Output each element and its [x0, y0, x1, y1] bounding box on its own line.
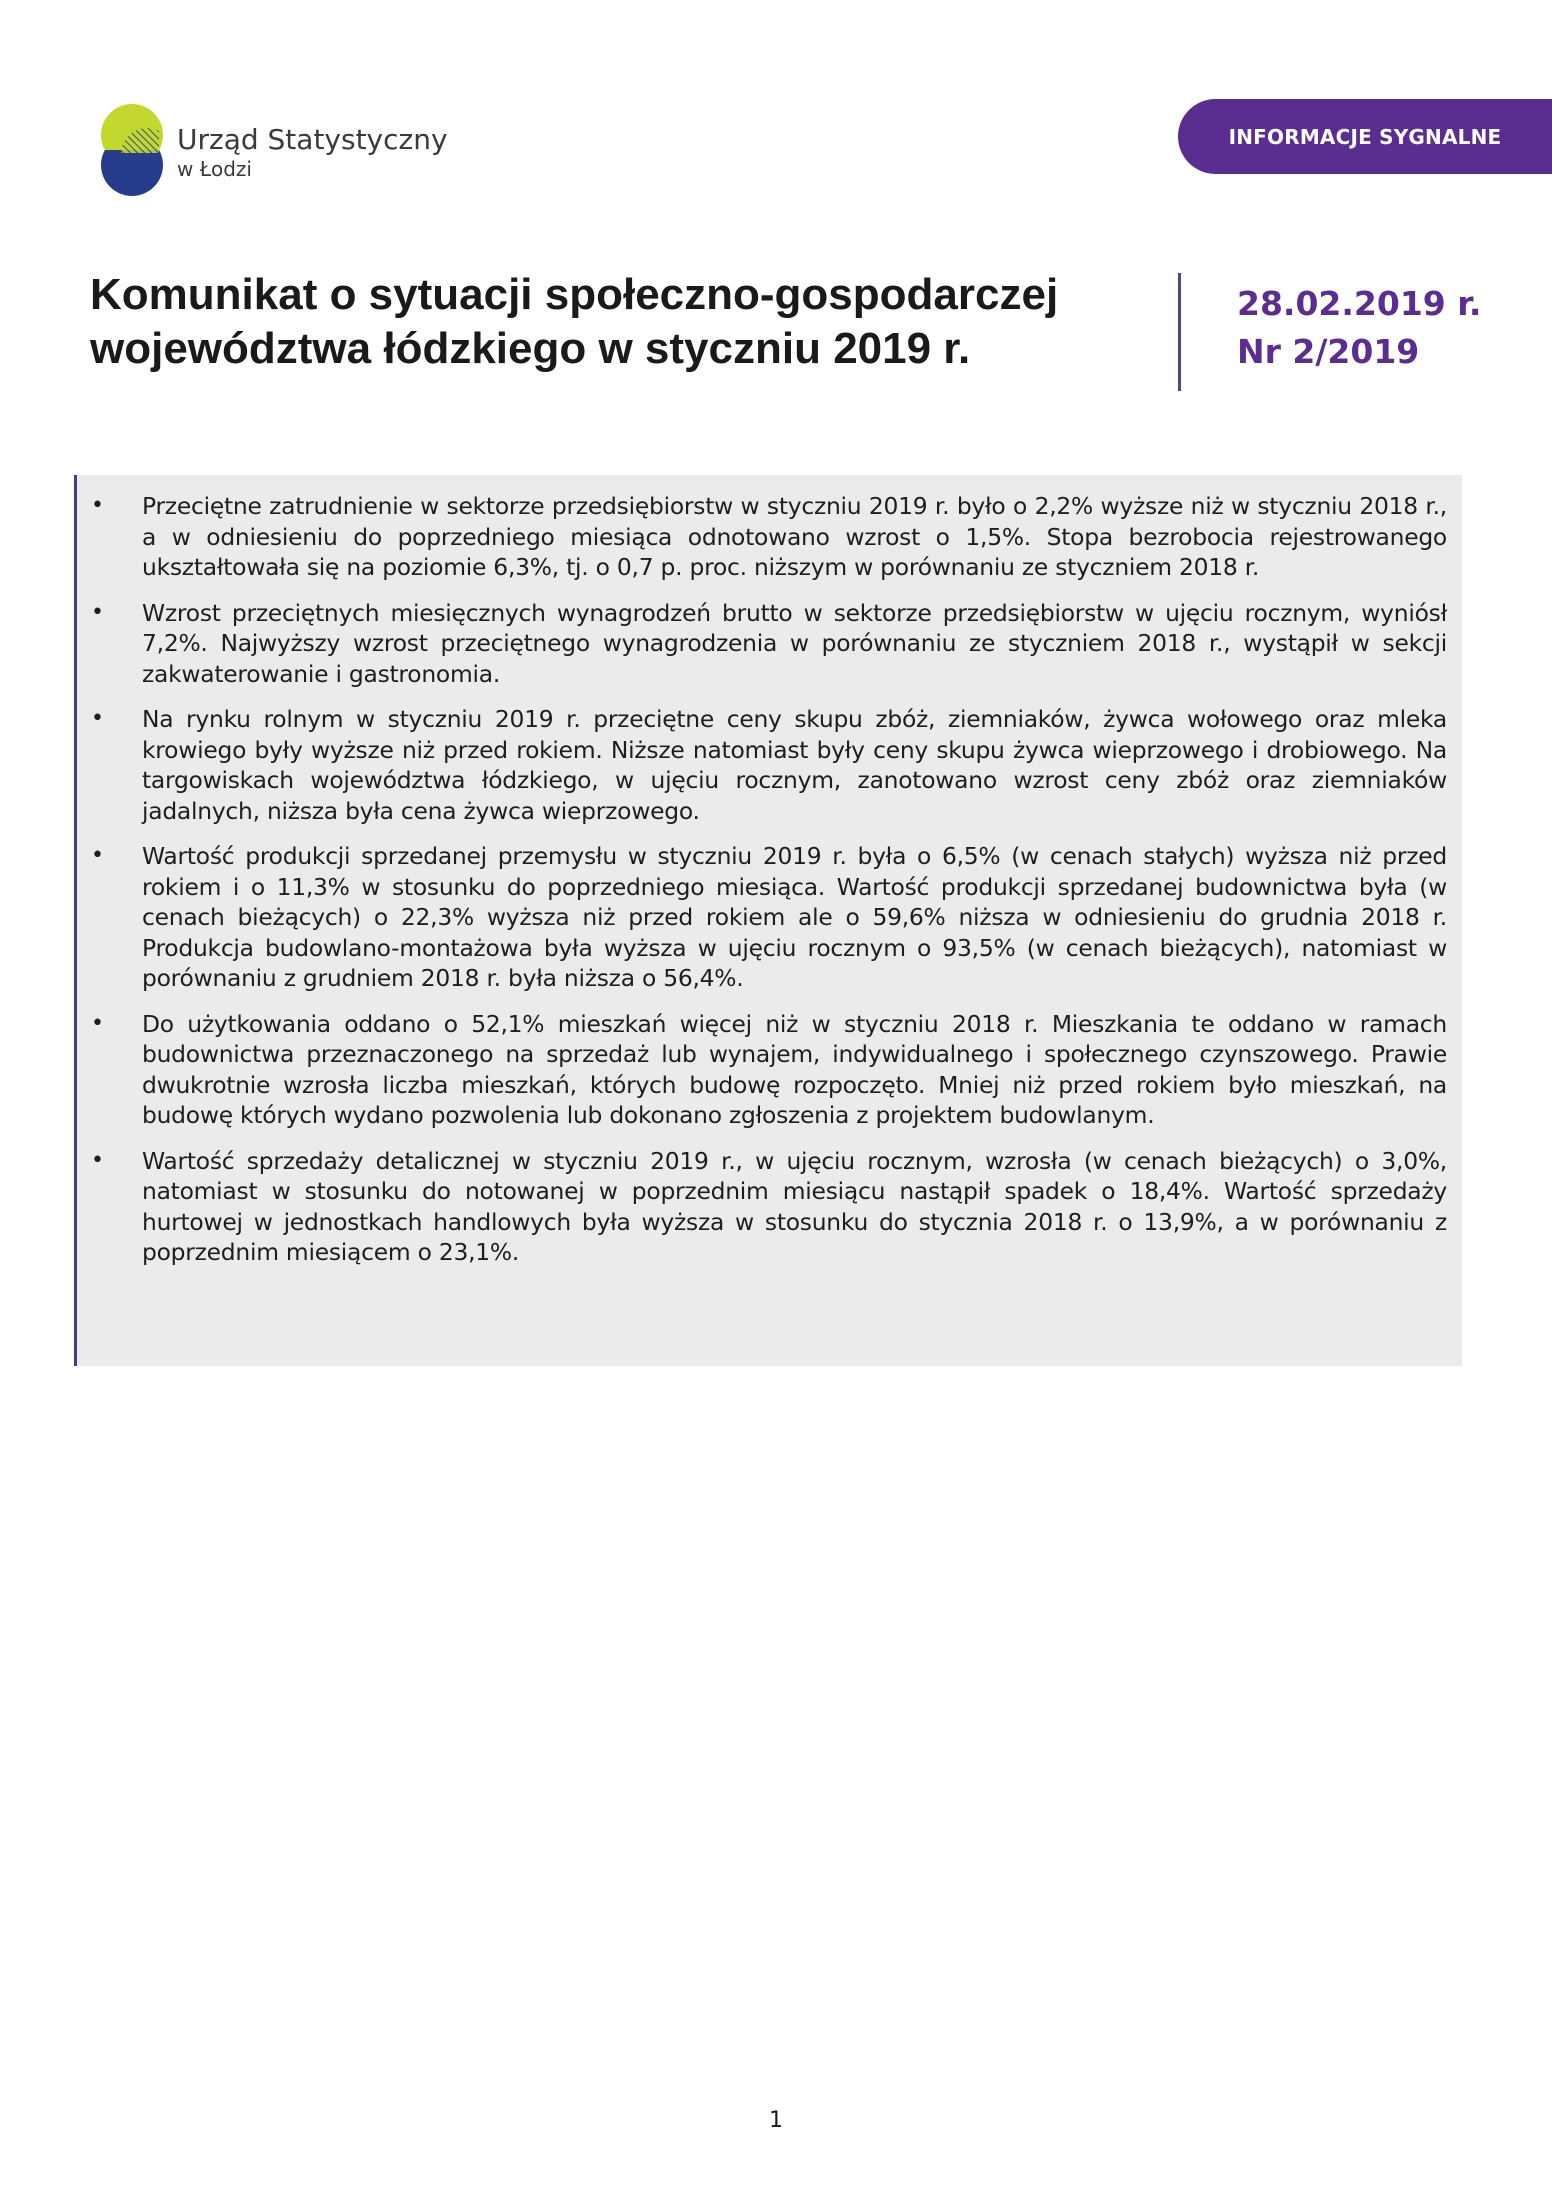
publication-number: Nr 2/2019	[1237, 332, 1420, 371]
institution-logo	[101, 103, 448, 198]
bullet-icon: •	[91, 1010, 104, 1036]
summary-item-text: Na rynku rolnym w styczniu 2019 r. przeciętne ceny skupu zbóż, ziemniaków, żywca wołowego oraz mleka krowiego były wyższe niż przed rokiem. Niższe natomiast były ceny skupu żywca wieprzowego i drobiowego. Na targowiskach województwa łódzkiego, w ujęciu rocznym, zanotowano wzrost ceny zbóż oraz ziemniaków jadalnych, niższa była cena żywca wieprzowego.	[142, 705, 1447, 825]
title-line-2: województwa łódzkiego w styczniu 2019 r.	[90, 324, 971, 373]
summary-item	[91, 704, 1447, 826]
summary-item	[91, 598, 1447, 690]
summary-item-text: Wzrost przeciętnych miesięcznych wynagrodzeń brutto w sektorze przedsiębiorstw w ujęciu rocznym, wyniósł 7,2%. Najwyższy wzrost przeciętnego wynagrodzenia w porównaniu ze styczniem 2018 r., wystąpił w sekcji zakwaterowanie i gastronomia.	[142, 598, 1447, 688]
logo-city: w Łodzi	[177, 157, 252, 181]
publication-date: 28.02.2019 r.	[1237, 284, 1482, 323]
title-line-1: Komunikat o sytuacji społeczno-gospodarczej	[90, 270, 1059, 319]
summary-item	[91, 1009, 1447, 1131]
summary-list	[91, 491, 1447, 1268]
logo-name: Urząd Statystyczny	[177, 123, 448, 156]
bullet-icon: •	[91, 706, 104, 731]
publication-type-badge: INFORMACJE SYGNALNE	[1178, 99, 1552, 174]
summary-item-text: Do użytkowania oddano o 52,1% mieszkań więcej niż w styczniu 2018 r. Mieszkania te oddano w ramach budownictwa przeznaczonego na sprzedaż lub wynajem, indywidualnego i społecznego czynszowego. Prawie dwukrotnie wzrosła liczba mieszkań, których budowę rozpoczęto. Mniej niż przed rokiem było mieszkań, na budowę których wydano pozwolenia lub dokonano zgłoszenia z projektem budowlanym.	[142, 1009, 1447, 1129]
summary-item	[91, 1146, 1447, 1268]
summary-box	[74, 475, 1462, 1366]
publication-meta	[1237, 280, 1481, 376]
page-title	[90, 268, 1150, 376]
summary-item-text: Przeciętne zatrudnienie w sektorze przedsiębiorstw w styczniu 2019 r. było o 2,2% wyższe niż w styczniu 2018 r., a w odniesieniu do poprzedniego miesiąca odnotowano wzrost o 1,5%. Stopa bezrobocia rejestrowanego ukształtowała się na poziomie 6,3%, tj. o 0,7 p. proc. niższym w porównaniu ze styczniem 2018 r.	[142, 492, 1447, 581]
bullet-icon: •	[91, 1147, 104, 1173]
bullet-icon: •	[91, 843, 104, 868]
logo-emblem-icon	[101, 103, 165, 197]
title-divider	[1178, 273, 1181, 391]
page-number: 1	[769, 2108, 783, 2133]
bullet-icon: •	[91, 599, 104, 625]
summary-item	[91, 491, 1447, 583]
summary-item-text: Wartość produkcji sprzedanej przemysłu w styczniu 2019 r. była o 6,5% (w cenach stałych) wyższa niż przed rokiem i o 11,3% w stosunku do poprzedniego miesiąca. Wartość produkcji sprzedanej budownictwa była (w cenach bieżących) o 22,3% wyższa niż przed rokiem ale o 59,6% niższa w odniesieniu do grudnia 2018 r. Produkcja budowlano-montażowa była wyższa w ujęciu rocznym o 93,5% (w cenach bieżących), natomiast w porównaniu z grudniem 2018 r. była niższa o 56,4%.	[142, 842, 1447, 992]
summary-item-text: Wartość sprzedaży detalicznej w styczniu 2019 r., w ujęciu rocznym, wzrosła (w cenach bieżących) o 3,0%, natomiast w stosunku do notowanej w poprzednim miesiącu nastąpił spadek o 18,4%. Wartość sprzedaży hurtowej w jednostkach handlowych była wyższa w stosunku do stycznia 2018 r. o 13,9%, a w porównaniu z poprzednim miesiącem o 23,1%.	[142, 1146, 1447, 1266]
summary-item	[91, 841, 1447, 994]
bullet-icon: •	[91, 493, 104, 518]
